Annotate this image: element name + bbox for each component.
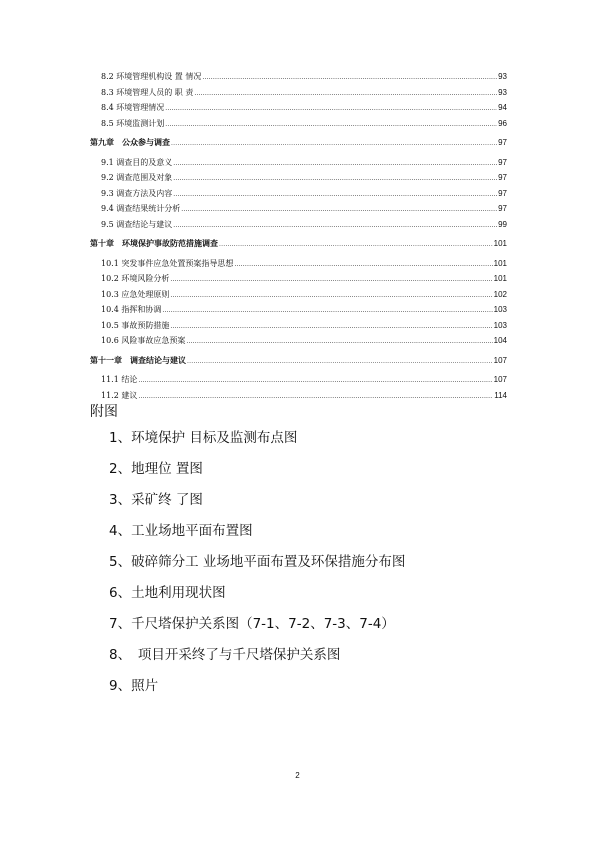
toc-entry-label: 8.5 环境监测计划 (101, 118, 165, 128)
page-number: 2 (295, 771, 300, 780)
toc-entry-label: 8.4 环境管理情况 (101, 103, 165, 112)
toc-leader-dots (234, 260, 492, 270)
toc-section-row[interactable] (90, 274, 507, 290)
toc-page-number: 97 (498, 173, 507, 182)
toc-page-number: 96 (498, 118, 507, 128)
toc-section-row[interactable] (90, 391, 507, 407)
appendix-item: 4、工业场地平面布置图 (109, 523, 253, 539)
toc-page-number: 97 (498, 157, 507, 167)
toc-leader-dots (138, 392, 493, 402)
toc-entry-label: 10.2 环境风险分析 (101, 274, 170, 283)
toc-leader-dots (165, 120, 497, 130)
toc-chapter-row[interactable] (90, 356, 507, 372)
toc-entry-label: 11.2 建议 (101, 390, 138, 400)
toc-section-row[interactable] (90, 290, 507, 306)
toc-leader-dots (186, 337, 492, 347)
toc-page-number: 103 (493, 305, 507, 314)
toc-leader-dots (170, 291, 492, 301)
toc-page-number: 103 (493, 320, 507, 330)
toc-page-number: 107 (493, 355, 507, 365)
toc-chapter-row[interactable] (90, 239, 507, 255)
toc-section-row[interactable] (90, 321, 507, 337)
appendix-list (109, 429, 509, 708)
toc-page-number: 101 (493, 239, 507, 248)
toc-section-row[interactable] (90, 220, 507, 236)
toc-page-number: 99 (498, 219, 507, 229)
toc-entry-label: 10.3 应急处理原则 (101, 289, 170, 299)
toc-section-row[interactable] (90, 173, 507, 189)
toc-section-row[interactable] (90, 305, 507, 321)
toc-leader-dots (170, 322, 492, 332)
toc-section-row[interactable] (90, 158, 507, 174)
appendix-item: 7、千尺塔保护关系图（7-1、7-2、7-3、7-4） (109, 616, 395, 632)
appendix-title: 附图 (90, 404, 118, 420)
toc-entry-label: 10.4 指挥和协调 (101, 305, 162, 314)
toc-page-number: 93 (498, 72, 507, 81)
toc-entry-label: 9.1 调查目的及意义 (101, 157, 173, 167)
toc-page-number: 97 (498, 188, 507, 198)
toc-page-number: 101 (493, 258, 507, 268)
toc-entry-label: 10.1 突发事件应急处置预案指导思想 (101, 258, 234, 268)
toc-entry-label: 10.5 事故预防措施 (101, 320, 170, 330)
toc-page-number: 97 (498, 138, 507, 147)
toc-page-number: 101 (493, 274, 507, 283)
toc-page-number: 94 (498, 103, 507, 112)
toc-leader-dots (171, 139, 497, 149)
toc-entry-label: 第九章 公众参与调查 (90, 138, 170, 147)
toc-leader-dots (138, 376, 492, 386)
toc-leader-dots (173, 221, 497, 231)
appendix-item: 6、土地利用现状图 (109, 585, 226, 601)
appendix-item: 2、地理位 置图 (109, 461, 203, 477)
toc-section-row[interactable] (90, 88, 507, 104)
toc-leader-dots (165, 104, 497, 114)
toc-leader-dots (170, 275, 492, 285)
toc-section-row[interactable] (90, 375, 507, 391)
toc-leader-dots (181, 205, 497, 215)
toc-chapter-row[interactable] (90, 138, 507, 154)
appendix-item: 3、采矿终 了图 (109, 492, 203, 508)
toc-entry-label: 9.4 调查结果统计分析 (101, 204, 181, 213)
toc-page-number: 107 (493, 375, 507, 384)
toc-page-number: 93 (498, 87, 507, 97)
appendix-item: 1、环境保护 目标及监测布点图 (109, 430, 298, 446)
toc-entry-label: 9.2 调查范围及对象 (101, 173, 173, 182)
toc-entry-label: 11.1 结论 (101, 375, 138, 384)
appendix-item: 8、 项目开采终了与千尺塔保护关系图 (109, 647, 341, 663)
toc-section-row[interactable] (90, 103, 507, 119)
toc-page-number: 114 (494, 390, 507, 400)
toc-section-row[interactable] (90, 336, 507, 352)
toc-page-number: 104 (493, 336, 507, 345)
appendix-item: 9、照片 (109, 678, 159, 694)
toc-section-row[interactable] (90, 189, 507, 205)
toc-entry-label: 8.2 环境管理机构设 置 情况 (101, 72, 202, 81)
toc-page-number: 97 (498, 204, 507, 213)
toc-leader-dots (173, 190, 497, 200)
toc-entry-label: 9.3 调查方法及内容 (101, 188, 173, 198)
toc-entry-label: 9.5 调查结论与建议 (101, 219, 173, 229)
toc-entry-label: 第十章 环境保护事故防范措施调查 (90, 239, 218, 248)
toc-section-row[interactable] (90, 259, 507, 275)
toc-section-row[interactable] (90, 72, 507, 88)
toc-entry-label: 10.6 风险事故应急预案 (101, 336, 186, 345)
toc-leader-dots (173, 174, 497, 184)
appendix-item: 5、破碎筛分工 业场地平面布置及环保措施分布图 (109, 554, 406, 570)
toc-entry-label: 8.3 环境管理人员的 职 责 (101, 87, 194, 97)
toc-leader-dots (187, 357, 493, 367)
toc-leader-dots (219, 240, 493, 250)
toc-leader-dots (162, 306, 492, 316)
toc-page-number: 102 (493, 289, 507, 299)
toc-section-row[interactable] (90, 204, 507, 220)
toc-leader-dots (202, 73, 497, 83)
toc-leader-dots (194, 89, 497, 99)
table-of-contents (90, 72, 507, 406)
toc-entry-label: 第十一章 调查结论与建议 (90, 355, 186, 365)
toc-section-row[interactable] (90, 119, 507, 135)
toc-leader-dots (173, 159, 497, 169)
